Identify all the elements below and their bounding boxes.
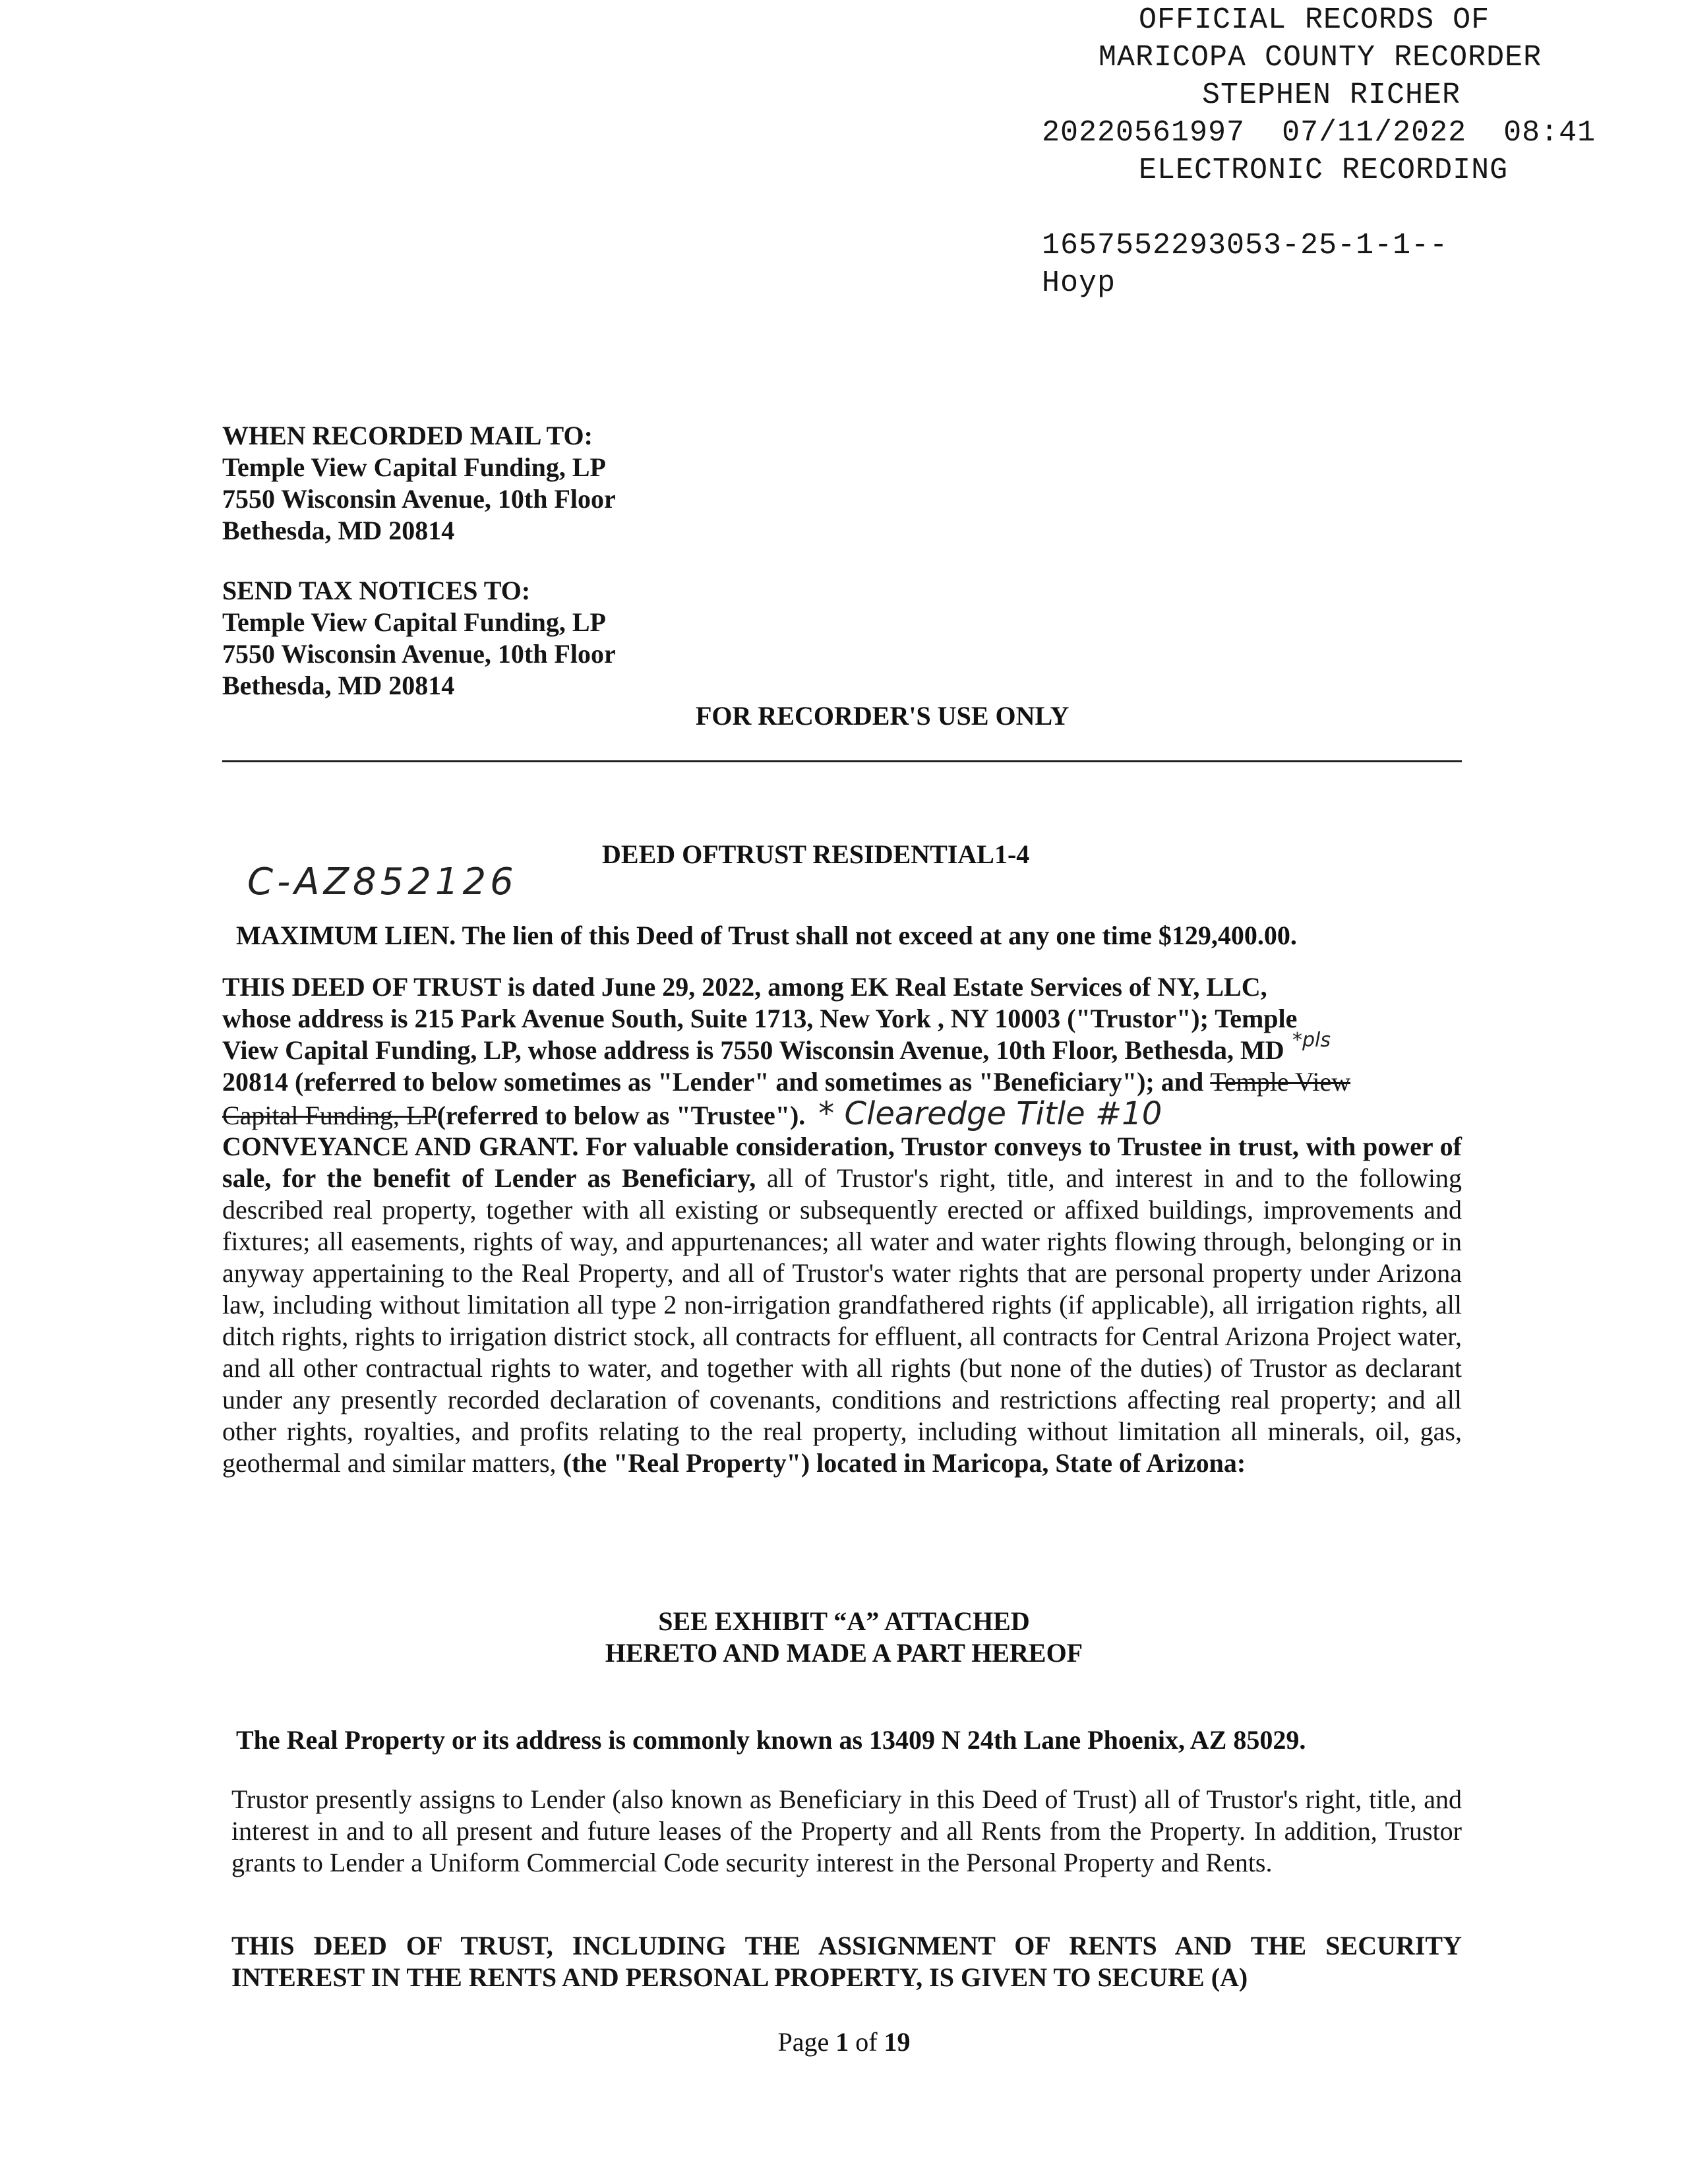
tax-notices-city: Bethesda, MD 20814 bbox=[222, 671, 455, 700]
handwritten-trustee-insert: * Clearedge Title #10 bbox=[818, 1095, 1162, 1132]
parties-line-4-text: 20814 (referred to below sometimes as "Lender" and sometimes as "Beneficiary"); and bbox=[222, 1067, 1204, 1097]
struck-trustee-name-part2: Capital Funding, LP bbox=[222, 1101, 437, 1130]
exhibit-line-2: HERETO AND MADE A PART HEREOF bbox=[605, 1638, 1083, 1668]
maximum-lien-clause: MAXIMUM LIEN. The lien of this Deed of Trust shall not exceed at any one time $129,400.00. bbox=[236, 921, 1297, 950]
struck-trustee-name-part1: Temple View bbox=[1210, 1067, 1351, 1097]
tax-notices-name: Temple View Capital Funding, LP bbox=[222, 607, 606, 637]
handwritten-file-number: C-AZ852126 bbox=[247, 861, 518, 903]
page-label: Page bbox=[777, 2027, 829, 2057]
conveyance-tail: (the "Real Property") located in Maricopa, State of Arizona: bbox=[562, 1448, 1246, 1478]
handwritten-margin-note: *pls bbox=[1292, 1029, 1331, 1052]
parties-paragraph bbox=[222, 971, 1462, 1132]
parties-line-5-text: (referred to below as "Trustee"). bbox=[437, 1101, 806, 1130]
conveyance-paragraph bbox=[222, 1131, 1462, 1479]
conveyance-lead: CONVEYANCE AND GRANT. For valuable consideration, Trustor conveys to Trustee in trust, with power of sale, for the benefit of Lender as Beneficiary, bbox=[222, 1132, 1462, 1193]
recording-stamp bbox=[1042, 1, 1675, 302]
document-title: DEED OFTRUST RESIDENTIAL1-4 bbox=[602, 839, 1030, 869]
parties-line-1: THIS DEED OF TRUST is dated June 29, 2022, among EK Real Estate Services of NY, LLC, bbox=[222, 972, 1267, 1002]
tax-notices-street: 7550 Wisconsin Avenue, 10th Floor bbox=[222, 639, 616, 669]
secure-clause: THIS DEED OF TRUST, INCLUDING THE ASSIGNMENT OF RENTS AND THE SECURITY INTEREST IN THE RENTS AND PERSONAL PROPERTY, IS GIVEN TO SECURE (A) bbox=[231, 1931, 1462, 1992]
mail-to-name: Temple View Capital Funding, LP bbox=[222, 452, 606, 482]
tax-notices-block bbox=[222, 575, 616, 702]
doc-number: 20220561997 bbox=[1042, 116, 1246, 150]
stamp-line-recorder-name: STEPHEN RICHER bbox=[1202, 78, 1461, 112]
page-of: of bbox=[855, 2027, 878, 2057]
parties-line-2: whose address is 215 Park Avenue South, Suite 1713, New York , NY 10003 ("Trustor"); Temple bbox=[222, 1004, 1298, 1033]
page-total: 19 bbox=[884, 2027, 911, 2057]
stamp-initials: Hoyp bbox=[1042, 266, 1116, 300]
header-divider bbox=[222, 760, 1462, 762]
stamp-line-county-recorder: MARICOPA COUNTY RECORDER bbox=[1099, 41, 1542, 75]
parties-line-3: View Capital Funding, LP, whose address is 7550 Wisconsin Avenue, 10th Floor, Bethesda, MD bbox=[222, 1035, 1284, 1065]
record-time: 08:41 bbox=[1503, 116, 1596, 150]
parties-line-5 bbox=[222, 1095, 1462, 1132]
mail-to-city: Bethesda, MD 20814 bbox=[222, 516, 455, 545]
property-address-line: The Real Property or its address is commonly known as 13409 N 24th Lane Phoenix, AZ 85029. bbox=[236, 1725, 1306, 1755]
mail-to-street: 7550 Wisconsin Avenue, 10th Floor bbox=[222, 484, 616, 514]
stamp-line-doc-date-time bbox=[1042, 114, 1675, 152]
stamp-line-electronic: ELECTRONIC RECORDING bbox=[1139, 154, 1509, 187]
stamp-line-official-records: OFFICIAL RECORDS OF bbox=[1139, 3, 1490, 37]
exhibit-line-1: SEE EXHIBIT “A” ATTACHED bbox=[658, 1606, 1030, 1636]
exhibit-reference bbox=[0, 1606, 1688, 1669]
record-date: 07/11/2022 bbox=[1282, 116, 1467, 150]
assignment-paragraph: Trustor presently assigns to Lender (also known as Beneficiary in this Deed of Trust) all of Trustor's right, title, and interest in and to all present and future leases of the Property and all Rents from the Property. In addition, Trustor grants to Lender a Uniform Commercial Code security interest in the Personal Property and Rents. bbox=[231, 1784, 1462, 1877]
page-current: 1 bbox=[835, 2027, 849, 2057]
mail-to-heading: WHEN RECORDED MAIL TO: bbox=[222, 421, 593, 450]
mail-to-block bbox=[222, 420, 616, 547]
tax-notices-heading: SEND TAX NOTICES TO: bbox=[222, 576, 531, 605]
page-number bbox=[0, 2026, 1688, 2057]
conveyance-body: all of Trustor's right, title, and interest in and to the following described real property, together with all existing or subsequently erected or affixed buildings, improvements and fixtures; all easements, rights of way, and appurtenances; all water and water rights flowing through, belonging or in anyway appertaining to the Real Property, and all of Trustor's water rights that are personal property under Arizona law, including without limitation all type 2 non-irrigation grandfathered rights (if applicable), all irrigation rights, all ditch rights, rights to irrigation district stock, all contracts for effluent, all contracts for Central Arizona Project water, and all other contractual rights to water, and together with all rights (but none of the duties) of Trustor as declarant under any presently recorded declaration of covenants, conditions and restrictions affecting real property; and all other rights, royalties, and profits relating to the real property, including without limitation all minerals, oil, gas, geothermal and similar matters, bbox=[222, 1163, 1462, 1478]
stamp-code: 1657552293053-25-1-1-- bbox=[1042, 229, 1449, 262]
parties-line-4 bbox=[222, 1066, 1462, 1098]
recorder-use-label: FOR RECORDER'S USE ONLY bbox=[696, 701, 1070, 731]
